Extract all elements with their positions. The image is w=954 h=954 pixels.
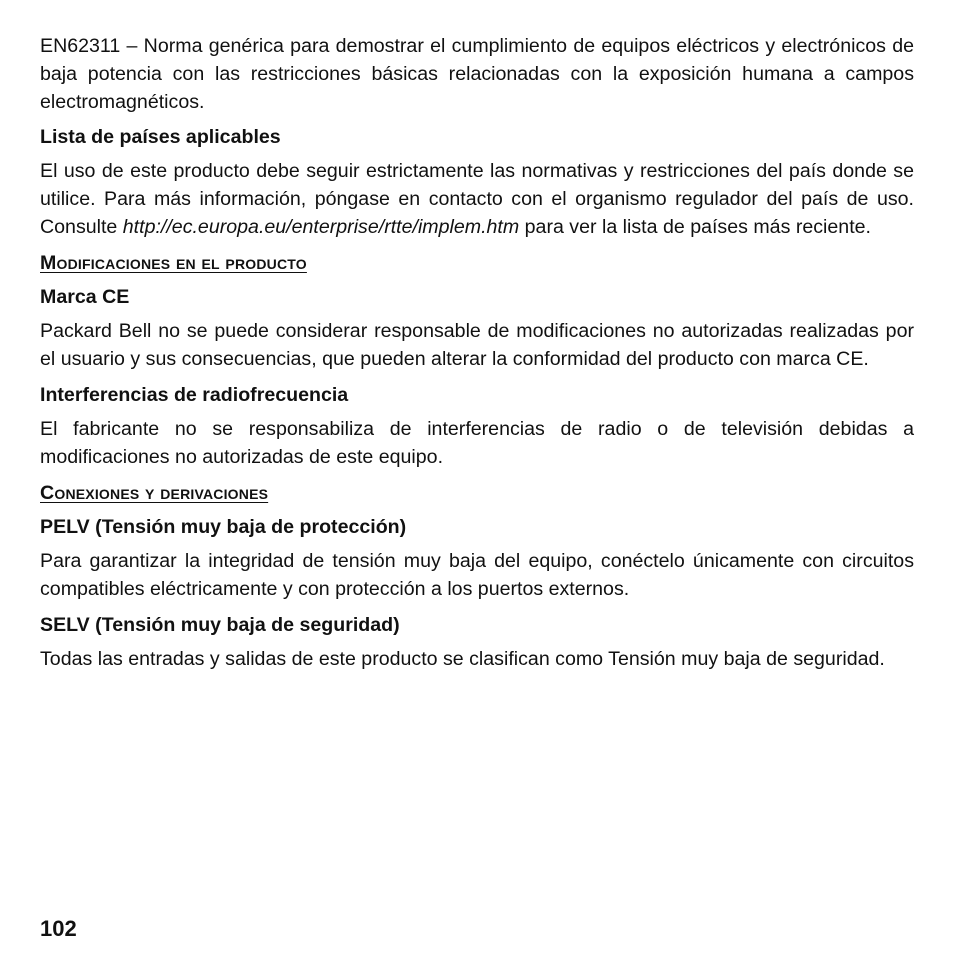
page-number: 102 [40,916,77,941]
document-page [40,32,914,681]
countries-paragraph [40,157,914,241]
rf-interference-heading: Interferencias de radiofrecuencia [40,384,349,406]
selv-paragraph: Todas las entradas y salidas de este producto se clasifican como Tensión muy baja de seguridad. [40,648,885,670]
ce-mark-paragraph: Packard Bell no se puede considerar responsable de modificaciones no autorizadas realizadas por el usuario y sus consecuencias, que pueden alterar la conformidad del producto con marca CE. [40,320,914,370]
selv-heading: SELV (Tensión muy baja de seguridad) [40,614,400,636]
pelv-heading: PELV (Tensión muy baja de protección) [40,516,407,538]
countries-heading: Lista de países aplicables [40,126,281,148]
connections-section-title: Conexiones y derivaciones [40,482,269,504]
pelv-paragraph: Para garantizar la integridad de tensión muy baja del equipo, conéctelo únicamente con circuitos compatibles eléctricamente y con protección a los puertos externos. [40,550,914,600]
countries-text-after: para ver la lista de países más reciente. [519,216,871,238]
countries-link: http://ec.europa.eu/enterprise/rtte/implem.htm [122,216,520,238]
intro-paragraph: EN62311 – Norma genérica para demostrar el cumplimiento de equipos eléctricos y electrónicos de baja potencia con las restricciones básicas relacionadas con la exposición humana a campos electromagnéticos. [40,35,914,113]
rf-interference-paragraph: El fabricante no se responsabiliza de interferencias de radio o de televisión debidas a modificaciones no autorizadas de este equipo. [40,418,914,468]
countries-text-before: El uso de este producto debe seguir estrictamente las normativas y restricciones del país donde se utilice. Para más información, póngase en contacto con el organismo regulador del país de uso. Consulte [40,160,914,238]
ce-mark-heading: Marca CE [40,286,130,308]
modifications-section-title: Modificaciones en el producto [40,252,307,274]
